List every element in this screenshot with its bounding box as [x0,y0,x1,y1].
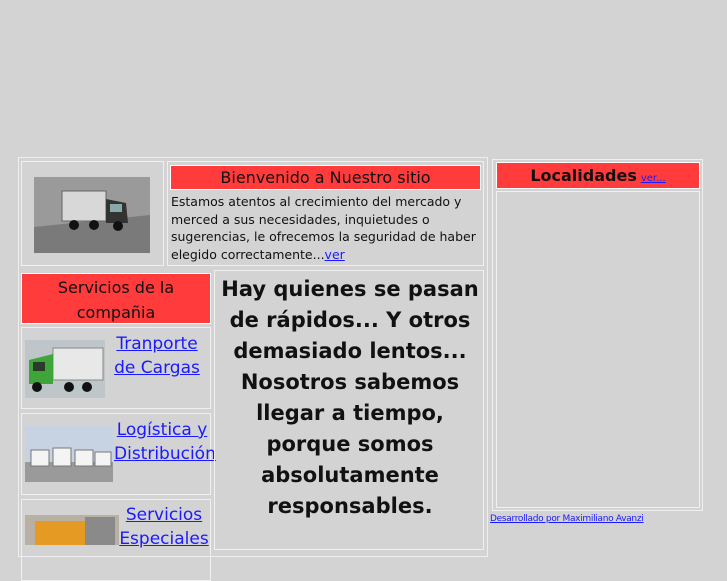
localidades-ver-link[interactable]: ver... [640,173,666,184]
orange-truck-image [25,515,119,545]
developer-credit-link[interactable]: Desarrollado por Maximiliano Avanzi [490,514,644,524]
slogan-text: Hay quienes se pasan de rápidos... Y otros demasiado lentos... Nosotros sabemos llegar a tiempo, porque somos absolutamente responsables. [221,277,479,518]
welcome-ver-link[interactable]: ver [324,246,345,262]
localidades-header [496,162,700,189]
service-link-logistics[interactable]: Logística y Distribución [114,420,216,464]
service-link-transport[interactable]: Tranporte de Cargas [114,334,200,378]
services-title: Servicios de la compañia [21,273,211,324]
welcome-title: Bienvenido a Nuestro sitio [170,165,481,190]
logistics-trucks-image [25,426,113,482]
truck-highway-image [34,177,150,253]
localidades-title: Localidades [530,166,637,185]
service-link-special[interactable]: Servicios Especiales [119,505,209,549]
welcome-text: Estamos atentos al crecimiento del mercado y merced a sus necesidades, inquietudes o sugerencias, le ofrecemos la seguridad de haber elegido correctamente...ver [171,194,476,262]
green-truck-image [25,340,105,398]
localidades-content [496,191,700,508]
